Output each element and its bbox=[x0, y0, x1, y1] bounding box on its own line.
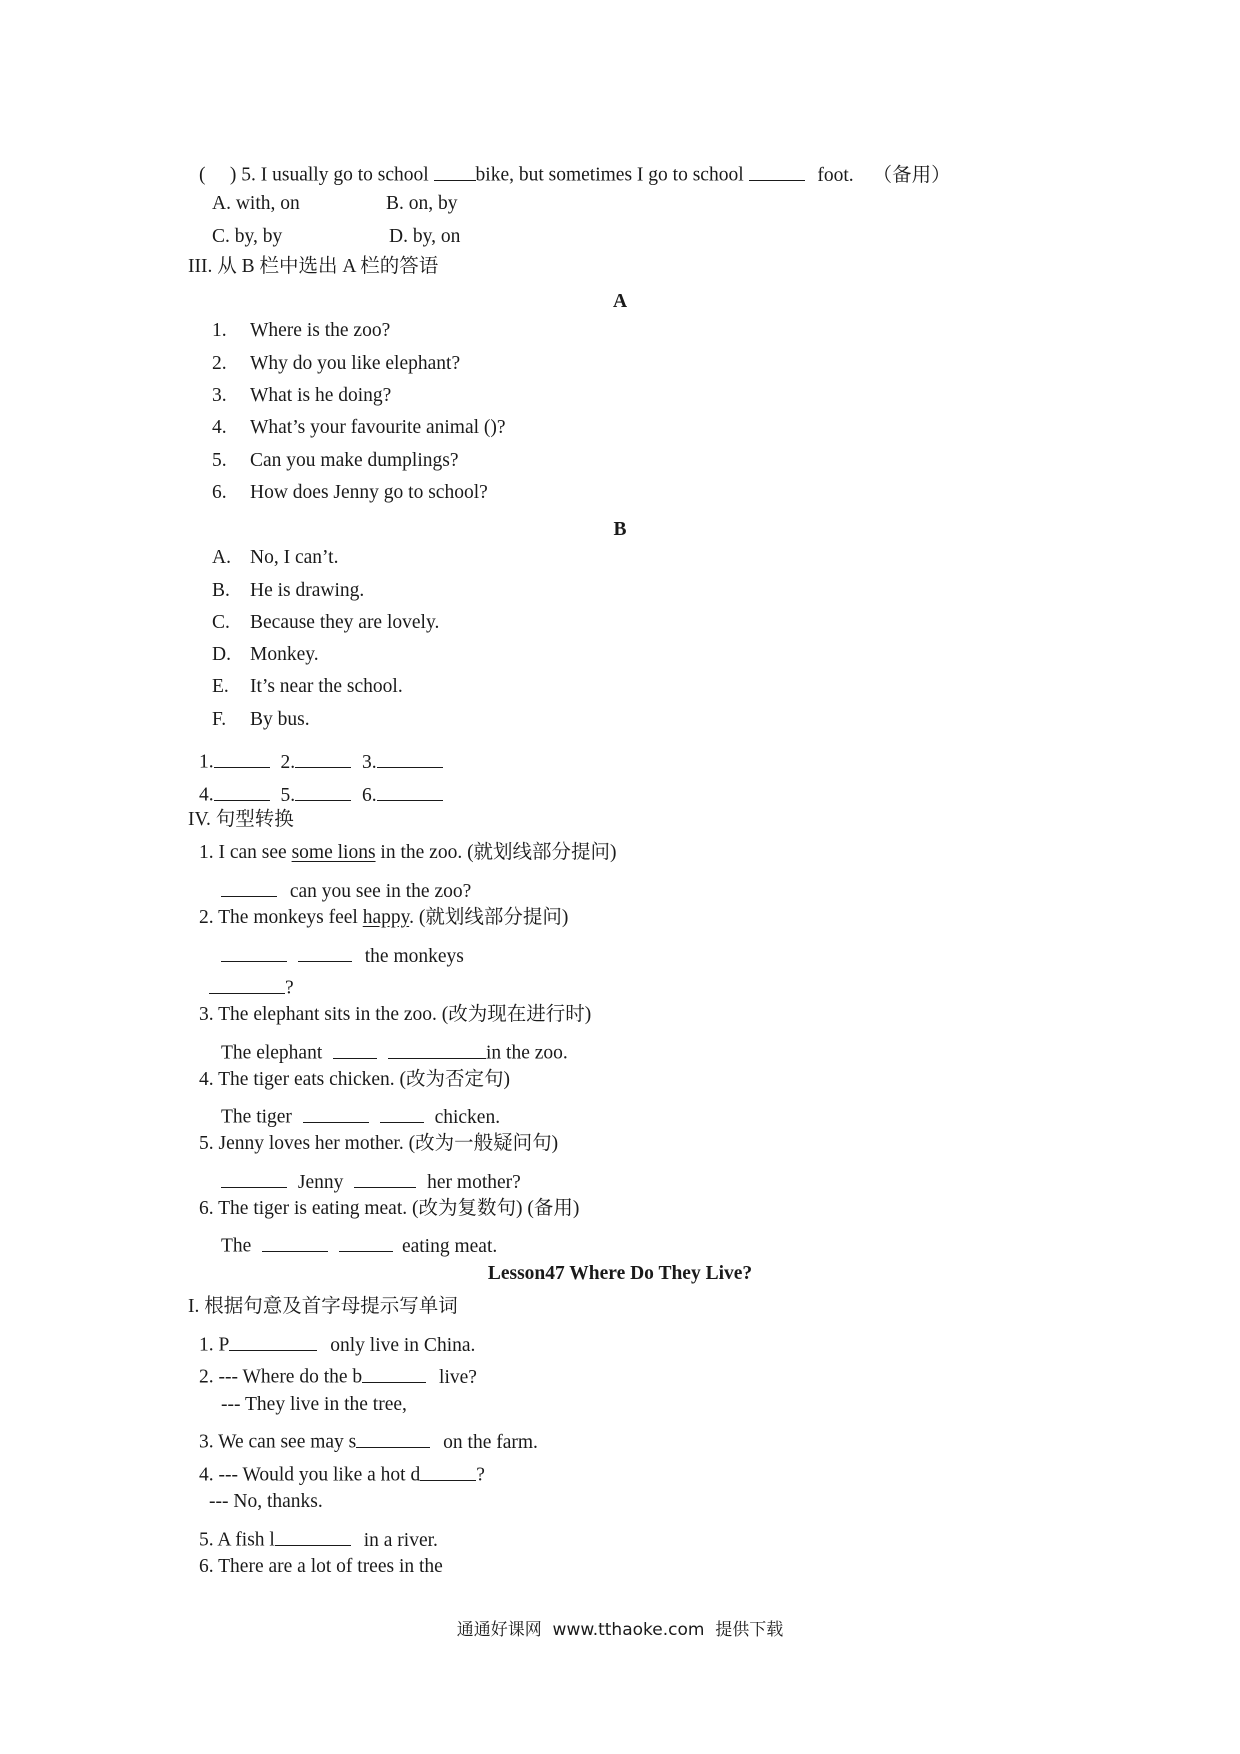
answer-number: 4. bbox=[199, 784, 214, 806]
answer-blank[interactable] bbox=[354, 1167, 416, 1188]
item-text: It’s near the school. bbox=[250, 676, 403, 697]
q5-option-d: D. by, on bbox=[389, 226, 461, 247]
answer-blank[interactable] bbox=[303, 1102, 369, 1123]
lesson47-q2-reply: --- They live in the tree, bbox=[221, 1394, 407, 1415]
item-letter: E. bbox=[212, 676, 229, 697]
lesson47-q4 bbox=[199, 1460, 485, 1485]
answer-row-2 bbox=[199, 780, 443, 805]
answer-blank[interactable] bbox=[214, 747, 270, 768]
q5-note: （备用） bbox=[872, 164, 951, 186]
list-item bbox=[212, 385, 392, 406]
section4-q5-answer bbox=[221, 1167, 521, 1192]
answer-text: The tiger bbox=[221, 1106, 297, 1128]
q5-paren: ( ) bbox=[199, 164, 237, 186]
item-number: 6. bbox=[212, 482, 227, 503]
answer-text: the monkeys bbox=[359, 945, 464, 967]
item-number: 1. bbox=[212, 320, 227, 341]
answer-blank[interactable] bbox=[388, 1038, 486, 1059]
list-item bbox=[212, 417, 506, 438]
answer-blank[interactable] bbox=[420, 1460, 476, 1481]
lesson47-q1 bbox=[199, 1330, 475, 1355]
lesson47-q2 bbox=[199, 1362, 477, 1387]
q5-option-c: C. by, by bbox=[212, 226, 283, 247]
answer-text: chicken. bbox=[429, 1106, 501, 1128]
answer-blank[interactable] bbox=[221, 1167, 287, 1188]
answer-number: 5. bbox=[280, 784, 296, 806]
list-item bbox=[212, 320, 391, 341]
answer-blank[interactable] bbox=[275, 1525, 351, 1546]
list-item bbox=[212, 580, 365, 601]
page-footer: 通通好课网 www.tthaoke.com 提供下载 bbox=[456, 1620, 784, 1640]
answer-row-1 bbox=[199, 747, 443, 772]
question-text: 4. --- Would you like a hot d bbox=[199, 1464, 421, 1486]
question-text: ? bbox=[476, 1464, 485, 1486]
item-number: 2. bbox=[212, 353, 227, 374]
item-text: Where is the zoo? bbox=[250, 320, 391, 341]
underlined-phrase: some lions bbox=[291, 842, 376, 863]
lesson-title: Lesson47 Where Do They Live? bbox=[487, 1263, 753, 1284]
answer-text: Jenny bbox=[293, 1171, 349, 1193]
question-text: in the zoo. (就划线部分提问) bbox=[375, 842, 617, 863]
question-text: 1. I can see bbox=[199, 842, 292, 863]
answer-blank[interactable] bbox=[262, 1231, 328, 1252]
list-item bbox=[212, 547, 339, 568]
section4-q1-answer bbox=[221, 876, 471, 901]
answer-blank[interactable] bbox=[221, 876, 277, 897]
question-text: only live in China. bbox=[325, 1334, 476, 1356]
section4-q6-answer bbox=[221, 1231, 497, 1256]
lesson47-section1-title: I. 根据句意及首字母提示写单词 bbox=[188, 1296, 458, 1317]
item-text: Monkey. bbox=[250, 644, 319, 665]
question-text: 5. A fish l bbox=[199, 1529, 275, 1551]
answer-blank[interactable] bbox=[339, 1231, 393, 1252]
item-number: 5. bbox=[212, 450, 227, 471]
item-letter: C. bbox=[212, 612, 230, 633]
answer-blank[interactable] bbox=[749, 160, 805, 181]
answer-text: The elephant bbox=[221, 1042, 328, 1064]
lesson47-q5 bbox=[199, 1525, 438, 1550]
section4-q4: 4. The tiger eats chicken. (改为否定句) bbox=[199, 1069, 511, 1090]
answer-blank[interactable] bbox=[221, 941, 287, 962]
q5-text-1: 5. I usually go to school bbox=[241, 164, 434, 186]
item-text: By bus. bbox=[250, 709, 310, 730]
answer-number: 2. bbox=[280, 751, 296, 773]
answer-blank[interactable] bbox=[298, 941, 352, 962]
section4-q2-answer bbox=[221, 941, 464, 966]
section4-q2 bbox=[199, 908, 568, 928]
answer-blank[interactable] bbox=[295, 780, 351, 801]
section4-q4-answer bbox=[221, 1102, 500, 1127]
lesson47-q3 bbox=[199, 1427, 538, 1452]
answer-number: 1. bbox=[199, 751, 214, 773]
section4-q3-answer bbox=[221, 1038, 568, 1063]
answer-text: can you see in the zoo? bbox=[285, 880, 472, 902]
answer-text: The bbox=[221, 1235, 257, 1257]
item-text: What’s your favourite animal ()? bbox=[250, 417, 506, 438]
item-text: Because they are lovely. bbox=[250, 612, 440, 633]
question-text: in a river. bbox=[358, 1529, 438, 1551]
item-text: He is drawing. bbox=[250, 580, 365, 601]
question-text: . (就划线部分提问) bbox=[409, 907, 569, 928]
answer-blank[interactable] bbox=[377, 780, 443, 801]
item-text: How does Jenny go to school? bbox=[250, 482, 488, 503]
list-item bbox=[212, 644, 319, 665]
q5-text-3: foot. bbox=[812, 164, 854, 186]
answer-text: her mother? bbox=[422, 1171, 521, 1193]
answer-blank[interactable] bbox=[214, 780, 270, 801]
answer-blank[interactable] bbox=[380, 1102, 424, 1123]
answer-text: in the zoo. bbox=[486, 1042, 568, 1064]
question-text: 2. --- Where do the b bbox=[199, 1366, 363, 1388]
answer-number: 3. bbox=[362, 751, 377, 773]
answer-blank[interactable] bbox=[356, 1427, 430, 1448]
item-letter: B. bbox=[212, 580, 230, 601]
list-item bbox=[212, 482, 488, 503]
list-item bbox=[212, 612, 440, 633]
answer-blank[interactable] bbox=[377, 747, 443, 768]
column-a-heading: A bbox=[612, 291, 628, 312]
answer-blank[interactable] bbox=[295, 747, 351, 768]
section4-q1 bbox=[199, 843, 617, 863]
q5-option-a: A. with, on bbox=[212, 193, 300, 214]
section4-q2-answer-end bbox=[209, 973, 294, 998]
question-text: 2. The monkeys feel bbox=[199, 907, 363, 928]
question-text: live? bbox=[434, 1366, 477, 1388]
list-item bbox=[212, 450, 459, 471]
item-text: Can you make dumplings? bbox=[250, 450, 459, 471]
item-text: No, I can’t. bbox=[250, 547, 339, 568]
lesson47-q4-reply: --- No, thanks. bbox=[209, 1491, 323, 1512]
item-text: What is he doing? bbox=[250, 385, 392, 406]
q5-text-2: bike, but sometimes I go to school bbox=[475, 164, 749, 186]
question-text: 1. P bbox=[199, 1334, 230, 1356]
section4-title: IV. 句型转换 bbox=[188, 809, 294, 830]
q5-option-b: B. on, by bbox=[386, 193, 458, 214]
column-b-heading: B bbox=[613, 519, 627, 540]
list-item bbox=[212, 709, 310, 730]
list-item bbox=[212, 676, 403, 697]
section4-q3: 3. The elephant sits in the zoo. (改为现在进行时) bbox=[199, 1004, 592, 1025]
q5-line bbox=[199, 160, 951, 185]
item-number: 3. bbox=[212, 385, 227, 406]
item-letter: D. bbox=[212, 644, 231, 665]
question-text: 3. We can see may s bbox=[199, 1431, 357, 1453]
answer-number: 6. bbox=[362, 784, 377, 806]
list-item bbox=[212, 353, 461, 374]
answer-blank[interactable] bbox=[229, 1330, 317, 1351]
item-text: Why do you like elephant? bbox=[250, 353, 461, 374]
answer-blank[interactable] bbox=[209, 973, 285, 994]
section4-q5: 5. Jenny loves her mother. (改为一般疑问句) bbox=[199, 1133, 559, 1154]
answer-blank[interactable] bbox=[362, 1362, 426, 1383]
item-letter: F. bbox=[212, 709, 227, 730]
underlined-phrase: happy bbox=[362, 907, 410, 928]
section3-title: III. 从 B 栏中选出 A 栏的答语 bbox=[188, 256, 439, 277]
answer-blank[interactable] bbox=[333, 1038, 377, 1059]
item-number: 4. bbox=[212, 417, 227, 438]
section4-q6: 6. The tiger is eating meat. (改为复数句) (备用) bbox=[199, 1198, 580, 1219]
item-letter: A. bbox=[212, 547, 231, 568]
answer-blank[interactable] bbox=[434, 160, 476, 181]
question-text: on the farm. bbox=[438, 1431, 538, 1453]
answer-text: eating meat. bbox=[397, 1235, 498, 1257]
answer-text: ? bbox=[285, 977, 294, 999]
lesson47-q6: 6. There are a lot of trees in the bbox=[199, 1556, 443, 1577]
